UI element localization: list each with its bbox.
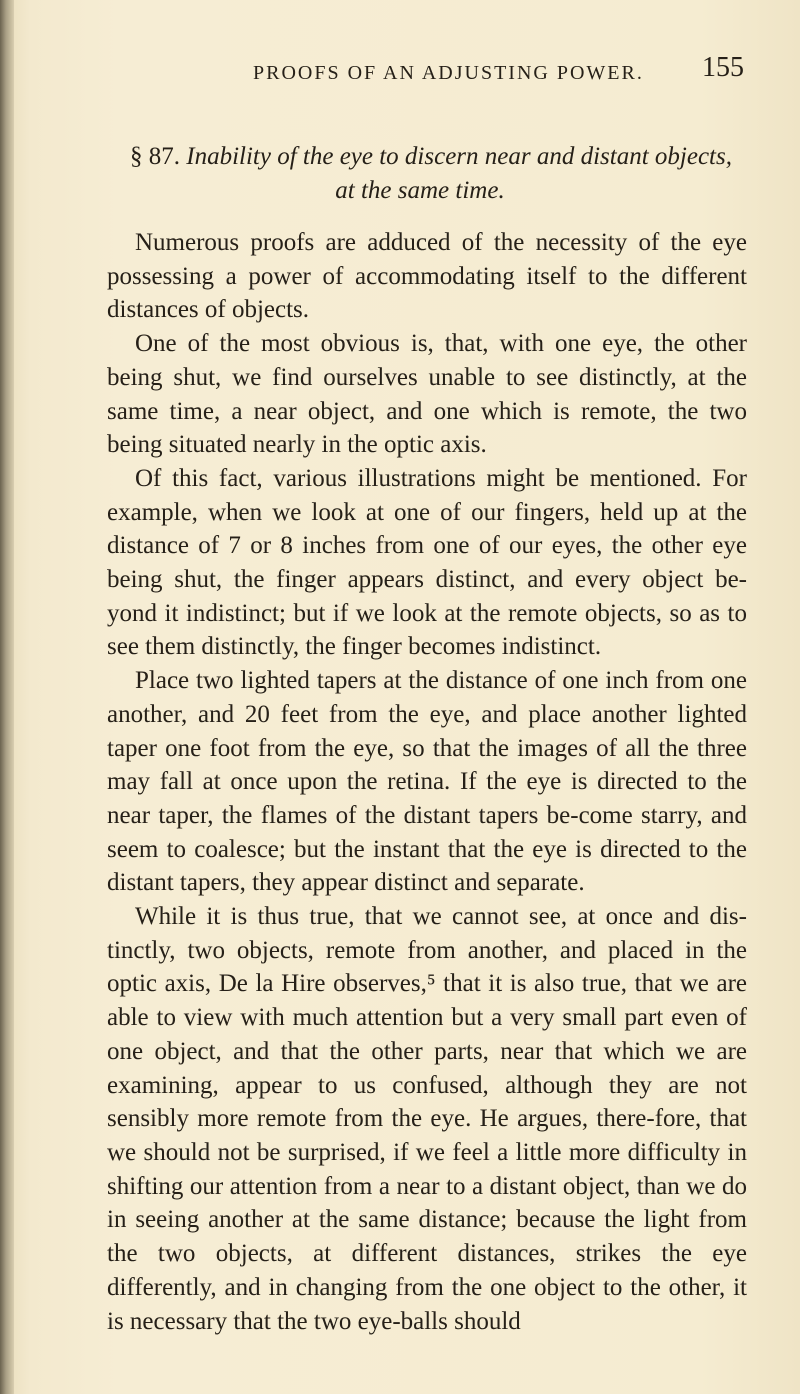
paragraph: Of this fact, various illustrations might be mentioned. For example, when we look at one of our fingers, held up at the distance of 7 or 8 inches from one of our eyes, the other eye being shut, the finger appears distinct, and every object be-yond it indistinct; but if we look at the remote objects, so as to see them distinctly, the finger becomes indistinct.: [107, 464, 747, 661]
running-title: PROOFS OF AN ADJUSTING POWER.: [253, 62, 644, 84]
running-head: [0, 52, 800, 92]
section-heading: [130, 140, 750, 208]
paragraph: While it is thus true, that we cannot see, at once and dis-tinctly, two objects, remote from another, and placed in the optic axis, De la Hire observes,⁵ that it is also true, that we are able to view with much attention but a very small part even of one object, and that the other parts, near that which we are examining, appear to us confused, although they are not sensibly more remote from the eye. He argues, there-fore, that we should not be surprised, if we feel a little more difficulty in shifting our attention from a near to a distant object, than we do in seeing another at the same distance; because the light from the two objects, at different distances, strikes the eye differently, and in changing from the one object to the other, it is necessary that the two eye-balls should: [107, 903, 747, 1335]
paragraph: Place two lighted tapers at the distance of one inch from one another, and 20 feet from the eye, and place another lighted taper one foot from the eye, so that the images of all the three may fall at once upon the retina. If the eye is directed to the near taper, the flames of the distant tapers be-come starry, and seem to coalesce; but the instant that the eye is directed to the distant tapers, they appear distinct and separate.: [107, 667, 747, 897]
section-title-line2: at the same time.: [335, 177, 505, 204]
paragraph: One of the most obvious is, that, with one eye, the other being shut, we find ourselves unable to see distinctly, at the same time, a near object, and one which is remote, the two being situated nearly in the optic axis.: [107, 330, 747, 459]
body-text: [107, 226, 747, 1338]
paragraph: Numerous proofs are adduced of the necessity of the eye possessing a power of accommodating itself to the different distances of objects.: [107, 229, 747, 324]
section-number: § 87.: [130, 143, 180, 170]
page-number: 155: [702, 52, 744, 83]
section-title-line1: Inability of the eye to discern near and distant objects,: [186, 143, 732, 170]
page-gutter: [0, 0, 14, 1394]
